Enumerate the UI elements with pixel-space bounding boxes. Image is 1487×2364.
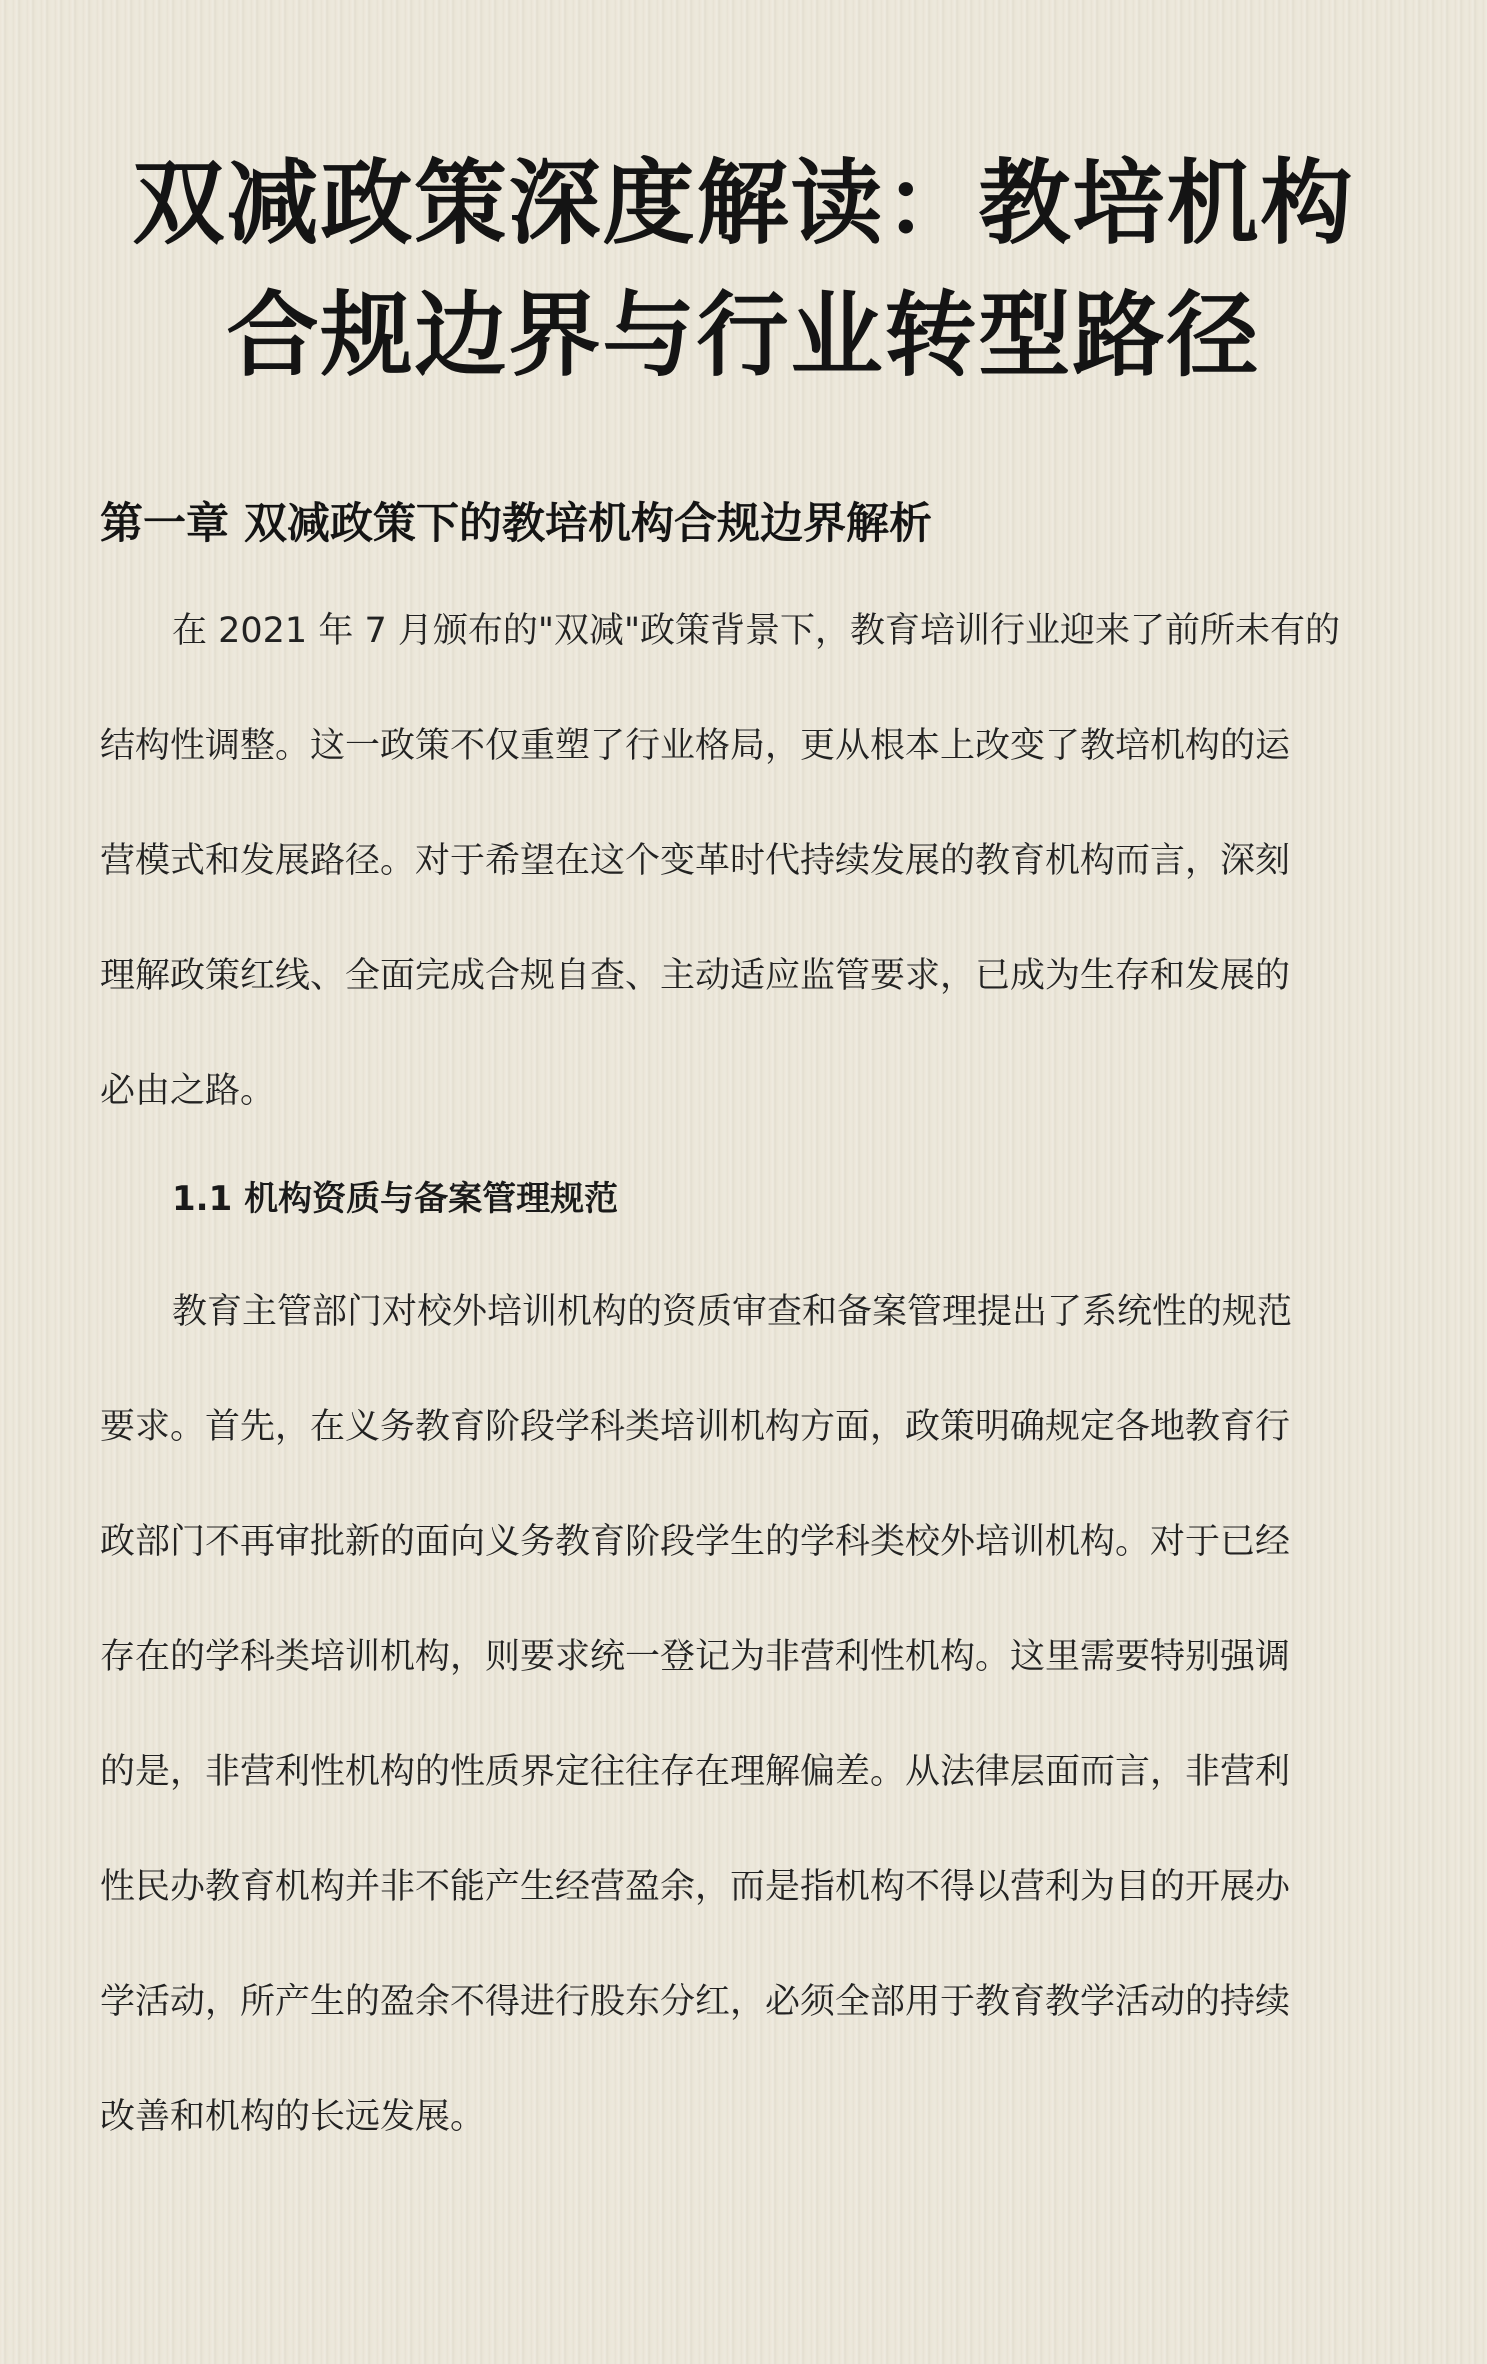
section-heading: 1.1 机构资质与备案管理规范 bbox=[172, 1179, 619, 1219]
document-title bbox=[100, 0, 1387, 402]
paragraph-qualification bbox=[100, 1255, 1387, 2175]
paragraph-line: 存在的学科类培训机构，则要求统一登记为非营利性机构。这里需要特别强调 bbox=[100, 1637, 1291, 1677]
paragraph-line: 在 2021 年 7 月颁布的"双减"政策背景下，教育培训行业迎来了前所未有的 bbox=[172, 611, 1341, 651]
paragraph-line: 要求。首先，在义务教育阶段学科类培训机构方面，政策明确规定各地教育行 bbox=[100, 1407, 1291, 1447]
paragraph-line: 结构性调整。这一政策不仅重塑了行业格局，更从根本上改变了教培机构的运 bbox=[100, 726, 1291, 766]
title-line: 双减政策深度解读：教培机构 bbox=[132, 150, 1355, 257]
paragraph-line: 政部门不再审批新的面向义务教育阶段学生的学科类校外培训机构。对于已经 bbox=[100, 1522, 1291, 1562]
paragraph-line: 教育主管部门对校外培训机构的资质审查和备案管理提出了系统性的规范 bbox=[172, 1292, 1293, 1332]
paragraph-line: 性民办教育机构并非不能产生经营盈余，而是指机构不得以营利为目的开展办 bbox=[100, 1867, 1291, 1907]
paragraph-intro bbox=[100, 574, 1387, 1149]
title-line: 合规边界与行业转型路径 bbox=[226, 282, 1261, 389]
paragraph-line: 的是，非营利性机构的性质界定往往存在理解偏差。从法律层面而言，非营利 bbox=[100, 1752, 1291, 1792]
paragraph-line: 学活动，所产生的盈余不得进行股东分红，必须全部用于教育教学活动的持续 bbox=[100, 1982, 1291, 2022]
paragraph-line: 改善和机构的长远发展。 bbox=[100, 2097, 486, 2137]
paragraph-line: 必由之路。 bbox=[100, 1071, 276, 1111]
paragraph-line: 营模式和发展路径。对于希望在这个变革时代持续发展的教育机构而言，深刻 bbox=[100, 841, 1291, 881]
paragraph-line: 理解政策红线、全面完成合规自查、主动适应监管要求，已成为生存和发展的 bbox=[100, 956, 1291, 996]
chapter-heading: 第一章 双减政策下的教培机构合规边界解析 bbox=[100, 499, 932, 549]
